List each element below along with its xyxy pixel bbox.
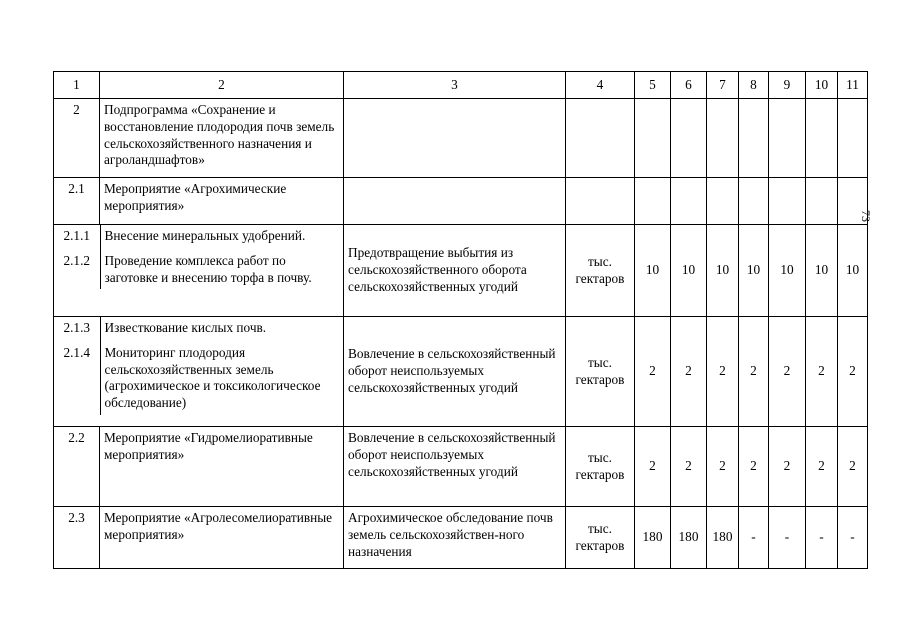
header-cell: 10: [806, 72, 838, 99]
value-cell: 10: [635, 225, 671, 317]
value-cell: 2: [671, 427, 707, 507]
row-name: Мониторинг плодородия сельскохозяйственных земель (агрохимическое и токсикологическое обследование): [104, 344, 321, 411]
value-cell: 2: [635, 427, 671, 507]
value-cell: 180: [707, 507, 739, 569]
row-name: Мероприятие «Агрохимические мероприятия»: [100, 178, 344, 225]
table-row: [54, 178, 868, 225]
row-number: 2: [54, 99, 100, 178]
list-item: [54, 317, 343, 343]
indicator-cell: Вовлечение в сельскохозяйственный оборот неиспользуемых сельскохозяйственных угодий: [344, 317, 566, 427]
list-item: [54, 225, 343, 251]
header-cell: 11: [838, 72, 868, 99]
unit-cell: тыс. гектаров: [566, 317, 635, 427]
empty-cell: [635, 99, 671, 178]
empty-cell: [707, 99, 739, 178]
grouped-items: [54, 317, 344, 427]
value-cell: 2: [806, 427, 838, 507]
row-name: Проведение комплекса работ по заготовке и внесению торфа в почву.: [104, 252, 312, 285]
value-cell: 2: [806, 317, 838, 427]
empty-cell: [671, 99, 707, 178]
value-cell: 10: [739, 225, 769, 317]
row-number: 2.1.4: [54, 343, 100, 415]
program-table: [53, 71, 868, 569]
table-row: [54, 427, 868, 507]
value-cell: -: [806, 507, 838, 569]
empty-cell: [838, 99, 868, 178]
table-row: [54, 99, 868, 178]
header-row: [54, 72, 868, 99]
value-cell: 2: [635, 317, 671, 427]
row-number: 2.1.3: [54, 317, 100, 343]
empty-cell: [739, 178, 769, 225]
row-name: Известкование кислых почв.: [104, 320, 267, 335]
unit-cell: тыс. гектаров: [566, 427, 635, 507]
header-cell: 2: [100, 72, 344, 99]
table-row: [54, 225, 868, 317]
empty-cell: [566, 99, 635, 178]
row-number: 2.1.1: [54, 225, 100, 251]
value-cell: 10: [838, 225, 868, 317]
empty-cell: [344, 99, 566, 178]
value-cell: 2: [838, 317, 868, 427]
empty-cell: [806, 178, 838, 225]
value-cell: 180: [635, 507, 671, 569]
row-number: 2.1.2: [54, 251, 100, 290]
page-number: 73: [859, 210, 873, 222]
value-cell: 2: [769, 427, 806, 507]
header-cell: 6: [671, 72, 707, 99]
value-cell: 10: [769, 225, 806, 317]
indicator-cell: Предотвращение выбытия из сельскохозяйственного оборота сельскохозяйственных угодий: [344, 225, 566, 317]
unit-cell: тыс. гектаров: [566, 507, 635, 569]
table-row: [54, 317, 868, 427]
list-item: [54, 251, 343, 290]
value-cell: 10: [707, 225, 739, 317]
empty-cell: [739, 99, 769, 178]
header-cell: 9: [769, 72, 806, 99]
value-cell: -: [739, 507, 769, 569]
table-row: [54, 507, 868, 569]
empty-cell: [344, 178, 566, 225]
value-cell: 2: [769, 317, 806, 427]
empty-cell: [671, 178, 707, 225]
header-cell: 1: [54, 72, 100, 99]
indicator-cell: Агрохимическое обследование почв земель сельскохозяйствен-ного назначения: [344, 507, 566, 569]
value-cell: 10: [671, 225, 707, 317]
header-cell: 7: [707, 72, 739, 99]
value-cell: 180: [671, 507, 707, 569]
empty-cell: [769, 99, 806, 178]
grouped-items: [54, 225, 344, 317]
value-cell: 2: [671, 317, 707, 427]
value-cell: 2: [838, 427, 868, 507]
header-cell: 5: [635, 72, 671, 99]
empty-cell: [635, 178, 671, 225]
value-cell: 2: [739, 427, 769, 507]
value-cell: 2: [739, 317, 769, 427]
grouped-items-list: [54, 317, 343, 415]
row-number: 2.1: [54, 178, 100, 225]
value-cell: 2: [707, 427, 739, 507]
empty-cell: [566, 178, 635, 225]
value-cell: -: [769, 507, 806, 569]
header-cell: 8: [739, 72, 769, 99]
list-item: [54, 343, 343, 415]
row-name: Мероприятие «Гидромелиоративные мероприятия»: [100, 427, 344, 507]
row-number: 2.2: [54, 427, 100, 507]
indicator-cell: Вовлечение в сельскохозяйственный оборот неиспользуемых сельскохозяйственных угодий: [344, 427, 566, 507]
row-name: Подпрограмма «Сохранение и восстановление плодородия почв земель сельскохозяйственного назначения и агроландшафтов»: [100, 99, 344, 178]
header-cell: 4: [566, 72, 635, 99]
row-name: Внесение минеральных удобрений.: [104, 228, 306, 243]
grouped-items-list: [54, 225, 343, 289]
value-cell: 10: [806, 225, 838, 317]
empty-cell: [707, 178, 739, 225]
row-name: Мероприятие «Агролесомелиоративные мероприятия»: [100, 507, 344, 569]
empty-cell: [806, 99, 838, 178]
row-number: 2.3: [54, 507, 100, 569]
value-cell: -: [838, 507, 868, 569]
value-cell: 2: [707, 317, 739, 427]
unit-cell: тыс. гектаров: [566, 225, 635, 317]
header-cell: 3: [344, 72, 566, 99]
empty-cell: [769, 178, 806, 225]
